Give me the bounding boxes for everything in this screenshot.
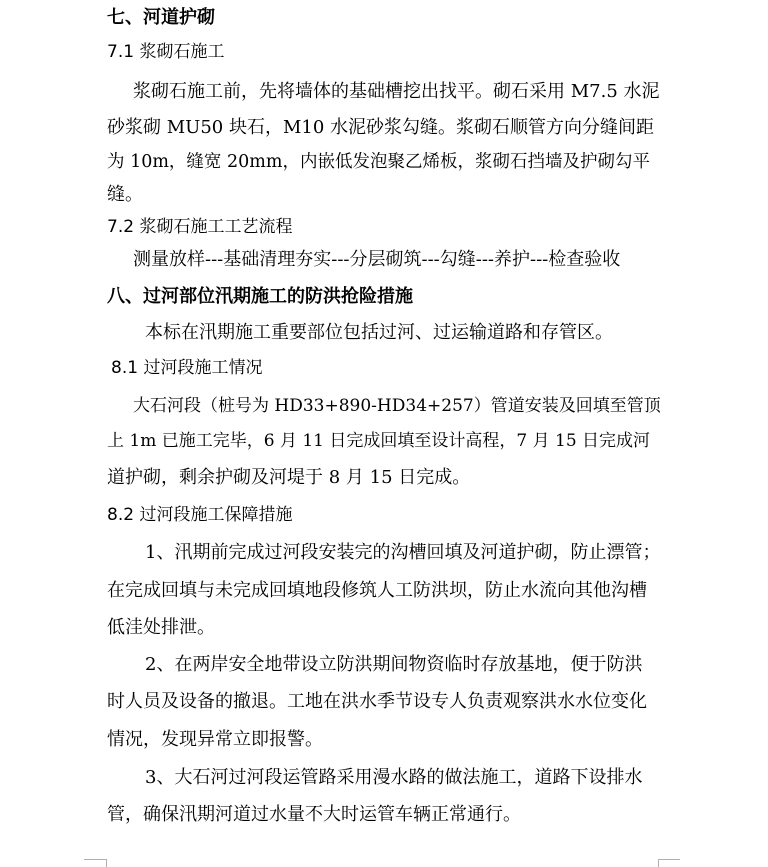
measure-3-line-1: 3、大石河过河段运管路采用漫水路的做法施工，道路下设排水 — [145, 767, 643, 788]
paragraph-8-1-line-2: 上 1m 已施工完毕，6 月 11 日完成回填至设计高程，7 月 15 日完成河 — [107, 431, 651, 451]
measure-1-line-3: 低洼处排泄。 — [107, 617, 215, 638]
subsection-heading-8-1: 8.1 过河段施工情况 — [111, 358, 263, 378]
measure-1-line-2: 在完成回填与未完成回填地段修筑人工防洪坝，防止水流向其他沟槽 — [107, 580, 647, 601]
measure-1-line-1: 1、汛期前完成过河段安装完的沟槽回填及河道护砌，防止漂管； — [145, 542, 661, 563]
measure-3-line-2: 管，确保汛期河道过水量不大时运管车辆正常通行。 — [107, 804, 521, 825]
paragraph-7-1-line-3: 为 10m，缝宽 20mm，内嵌低发泡聚乙烯板，浆砌石挡墙及护砌勾平 — [107, 152, 650, 172]
subsection-heading-7-2: 7.2 浆砌石施工工艺流程 — [107, 217, 293, 237]
paragraph-8-1-line-1: 大石河段（桩号为 HD33+890-HD34+257）管道安装及回填至管顶 — [133, 396, 661, 416]
crop-mark-left-horizontal — [84, 859, 106, 860]
measure-2-line-3: 情况，发现异常立即报警。 — [107, 729, 323, 750]
paragraph-7-1-line-4: 缝。 — [107, 184, 143, 205]
paragraph-8-1-line-3: 道护砌，剩余护砌及河堤于 8 月 15 日完成。 — [107, 467, 471, 488]
crop-mark-right-horizontal — [658, 859, 680, 860]
paragraph-8-intro: 本标在汛期施工重要部位包括过河、过运输道路和存管区。 — [145, 322, 613, 343]
paragraph-7-1-line-2: 砂浆砌 MU50 块石，M10 水泥砂浆勾缝。浆砌石顺管方向分缝间距 — [107, 117, 655, 138]
crop-mark-right-vertical — [658, 859, 659, 867]
paragraph-7-1-line-1: 浆砌石施工前，先将墙体的基础槽挖出找平。砌石采用 M7.5 水泥 — [133, 81, 660, 102]
crop-mark-left-vertical — [106, 859, 107, 867]
section-heading-7: 七、河道护砌 — [107, 7, 215, 28]
process-flow-text: 测量放样---基础清理夯实---分层砌筑---勾缝---养护---检查验收 — [133, 249, 621, 270]
section-heading-8: 八、过河部位汛期施工的防洪抢险措施 — [107, 286, 413, 307]
subsection-heading-8-2: 8.2 过河段施工保障措施 — [107, 505, 293, 525]
subsection-heading-7-1: 7.1 浆砌石施工 — [107, 42, 225, 62]
measure-2-line-2: 时人员及设备的撤退。工地在洪水季节设专人负责观察洪水水位变化 — [107, 691, 647, 712]
measure-2-line-1: 2、在两岸安全地带设立防洪期间物资临时存放基地，便于防洪 — [145, 654, 643, 675]
